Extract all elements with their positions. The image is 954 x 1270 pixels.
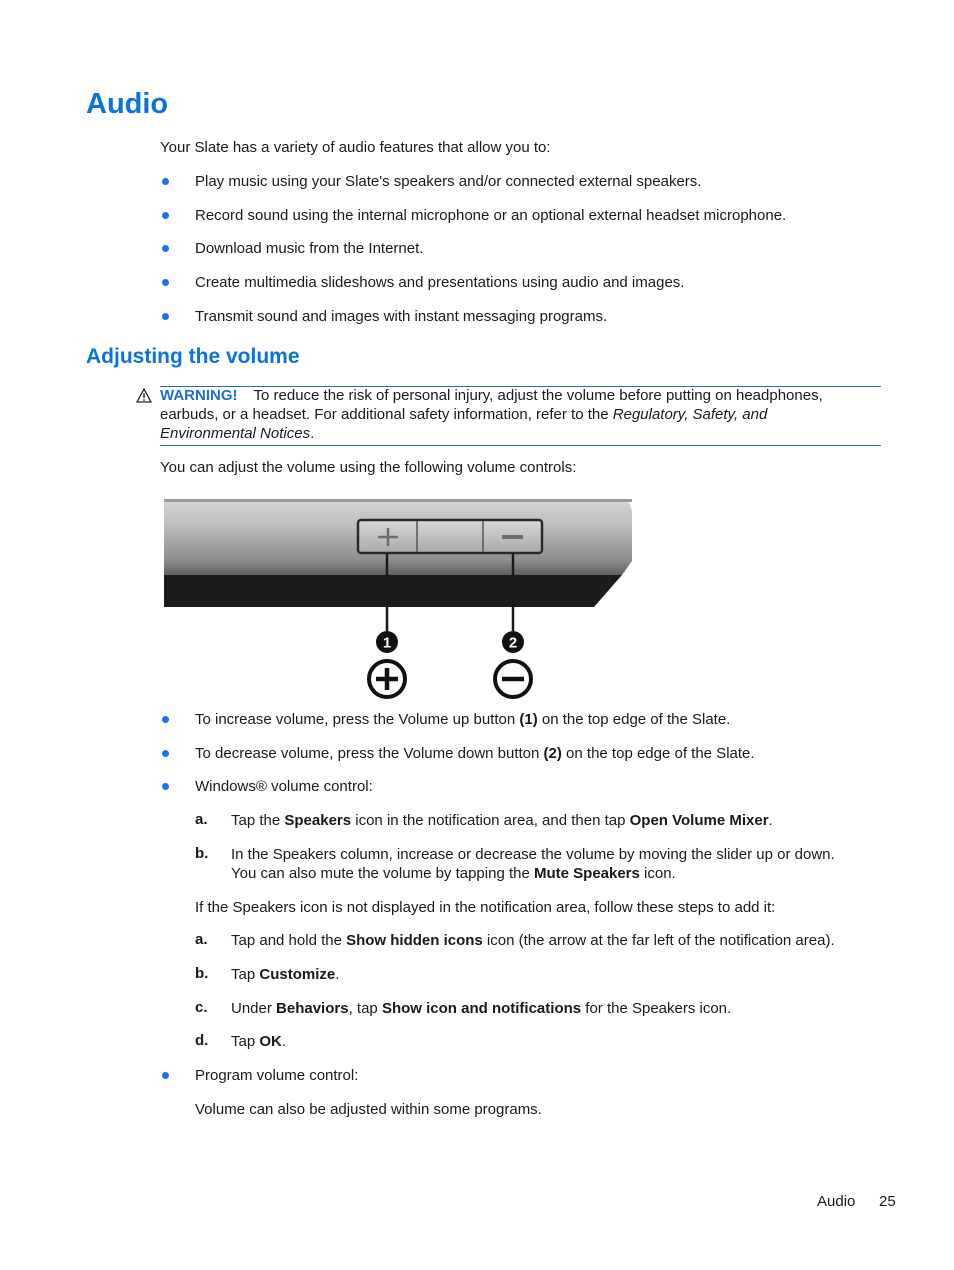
step-label: d.: [195, 1032, 209, 1049]
volume-down-mark-icon: [502, 535, 523, 539]
step-label: c.: [195, 999, 208, 1016]
step-text: In the Speakers column, increase or decrease the volume by moving the slider up or down.: [231, 846, 835, 863]
warning-triangle-icon: [136, 388, 152, 403]
bullet-dot: [162, 212, 169, 219]
step-text: Tap OK.: [231, 1033, 287, 1050]
list-item: Transmit sound and images with instant messaging programs.: [195, 308, 608, 325]
slate-edge: [164, 575, 622, 607]
slate-top-edge: [164, 499, 632, 502]
page-number: 25: [879, 1193, 896, 1210]
bullet-dot: [162, 1072, 169, 1079]
step-text: Tap and hold the Show hidden icons icon (the arrow at the far left of the notification area).: [231, 932, 835, 949]
bullet-dot: [162, 313, 169, 320]
bullet-dot: [162, 716, 169, 723]
step-text: Under Behaviors, tap Show icon and notifications for the Speakers icon.: [231, 1000, 732, 1017]
step-label: b.: [195, 965, 209, 982]
bullet-dot: [162, 279, 169, 286]
footer-section: Audio: [817, 1193, 856, 1210]
warning-line-3: Environmental Notices.: [160, 425, 315, 442]
paragraph-text: If the Speakers icon is not displayed in the notification area, follow these steps to add it:: [195, 899, 776, 916]
controls-intro: You can adjust the volume using the following volume controls:: [160, 459, 577, 476]
bullet-dot: [162, 178, 169, 185]
callout-number-1: 1: [382, 634, 392, 652]
bullet-dot: [162, 783, 169, 790]
list-item: Record sound using the internal microphone or an optional external headset microphone.: [195, 207, 787, 224]
warning-bottom-rule: [160, 445, 881, 446]
list-item-windows-control: Windows® volume control:: [195, 778, 373, 795]
warning-line-1: WARNING! To reduce the risk of personal injury, adjust the volume before putting on headphones,: [160, 387, 823, 404]
step-text: Tap the Speakers icon in the notification area, and then tap Open Volume Mixer.: [231, 812, 773, 829]
list-item-program-control: Program volume control:: [195, 1067, 359, 1084]
intro-text: Your Slate has a variety of audio features that allow you to:: [160, 139, 551, 156]
list-item-volume-up: To increase volume, press the Volume up button (1) on the top edge of the Slate.: [195, 711, 731, 728]
page-title: Audio: [86, 88, 169, 120]
list-item: Download music from the Internet.: [195, 240, 424, 257]
list-item: Create multimedia slideshows and presentations using audio and images.: [195, 274, 685, 291]
step-text: You can also mute the volume by tapping the Mute Speakers icon.: [231, 865, 676, 882]
list-item-volume-down: To decrease volume, press the Volume down button (2) on the top edge of the Slate.: [195, 745, 755, 762]
volume-buttons-figure: [160, 495, 636, 705]
warning-label: WARNING!: [160, 387, 238, 404]
callout-number-2: 2: [508, 634, 518, 652]
bullet-dot: [162, 750, 169, 757]
step-text: Tap Customize.: [231, 966, 340, 983]
paragraph-text: Volume can also be adjusted within some programs.: [195, 1101, 542, 1118]
section-heading: Adjusting the volume: [86, 345, 300, 368]
list-item: Play music using your Slate's speakers and/or connected external speakers.: [195, 173, 702, 190]
step-label: a.: [195, 811, 208, 828]
step-label: a.: [195, 931, 208, 948]
warning-line-2: earbuds, or a headset. For additional safety information, refer to the Regulatory, Safety, and: [160, 406, 768, 423]
bullet-dot: [162, 245, 169, 252]
step-label: b.: [195, 845, 209, 862]
